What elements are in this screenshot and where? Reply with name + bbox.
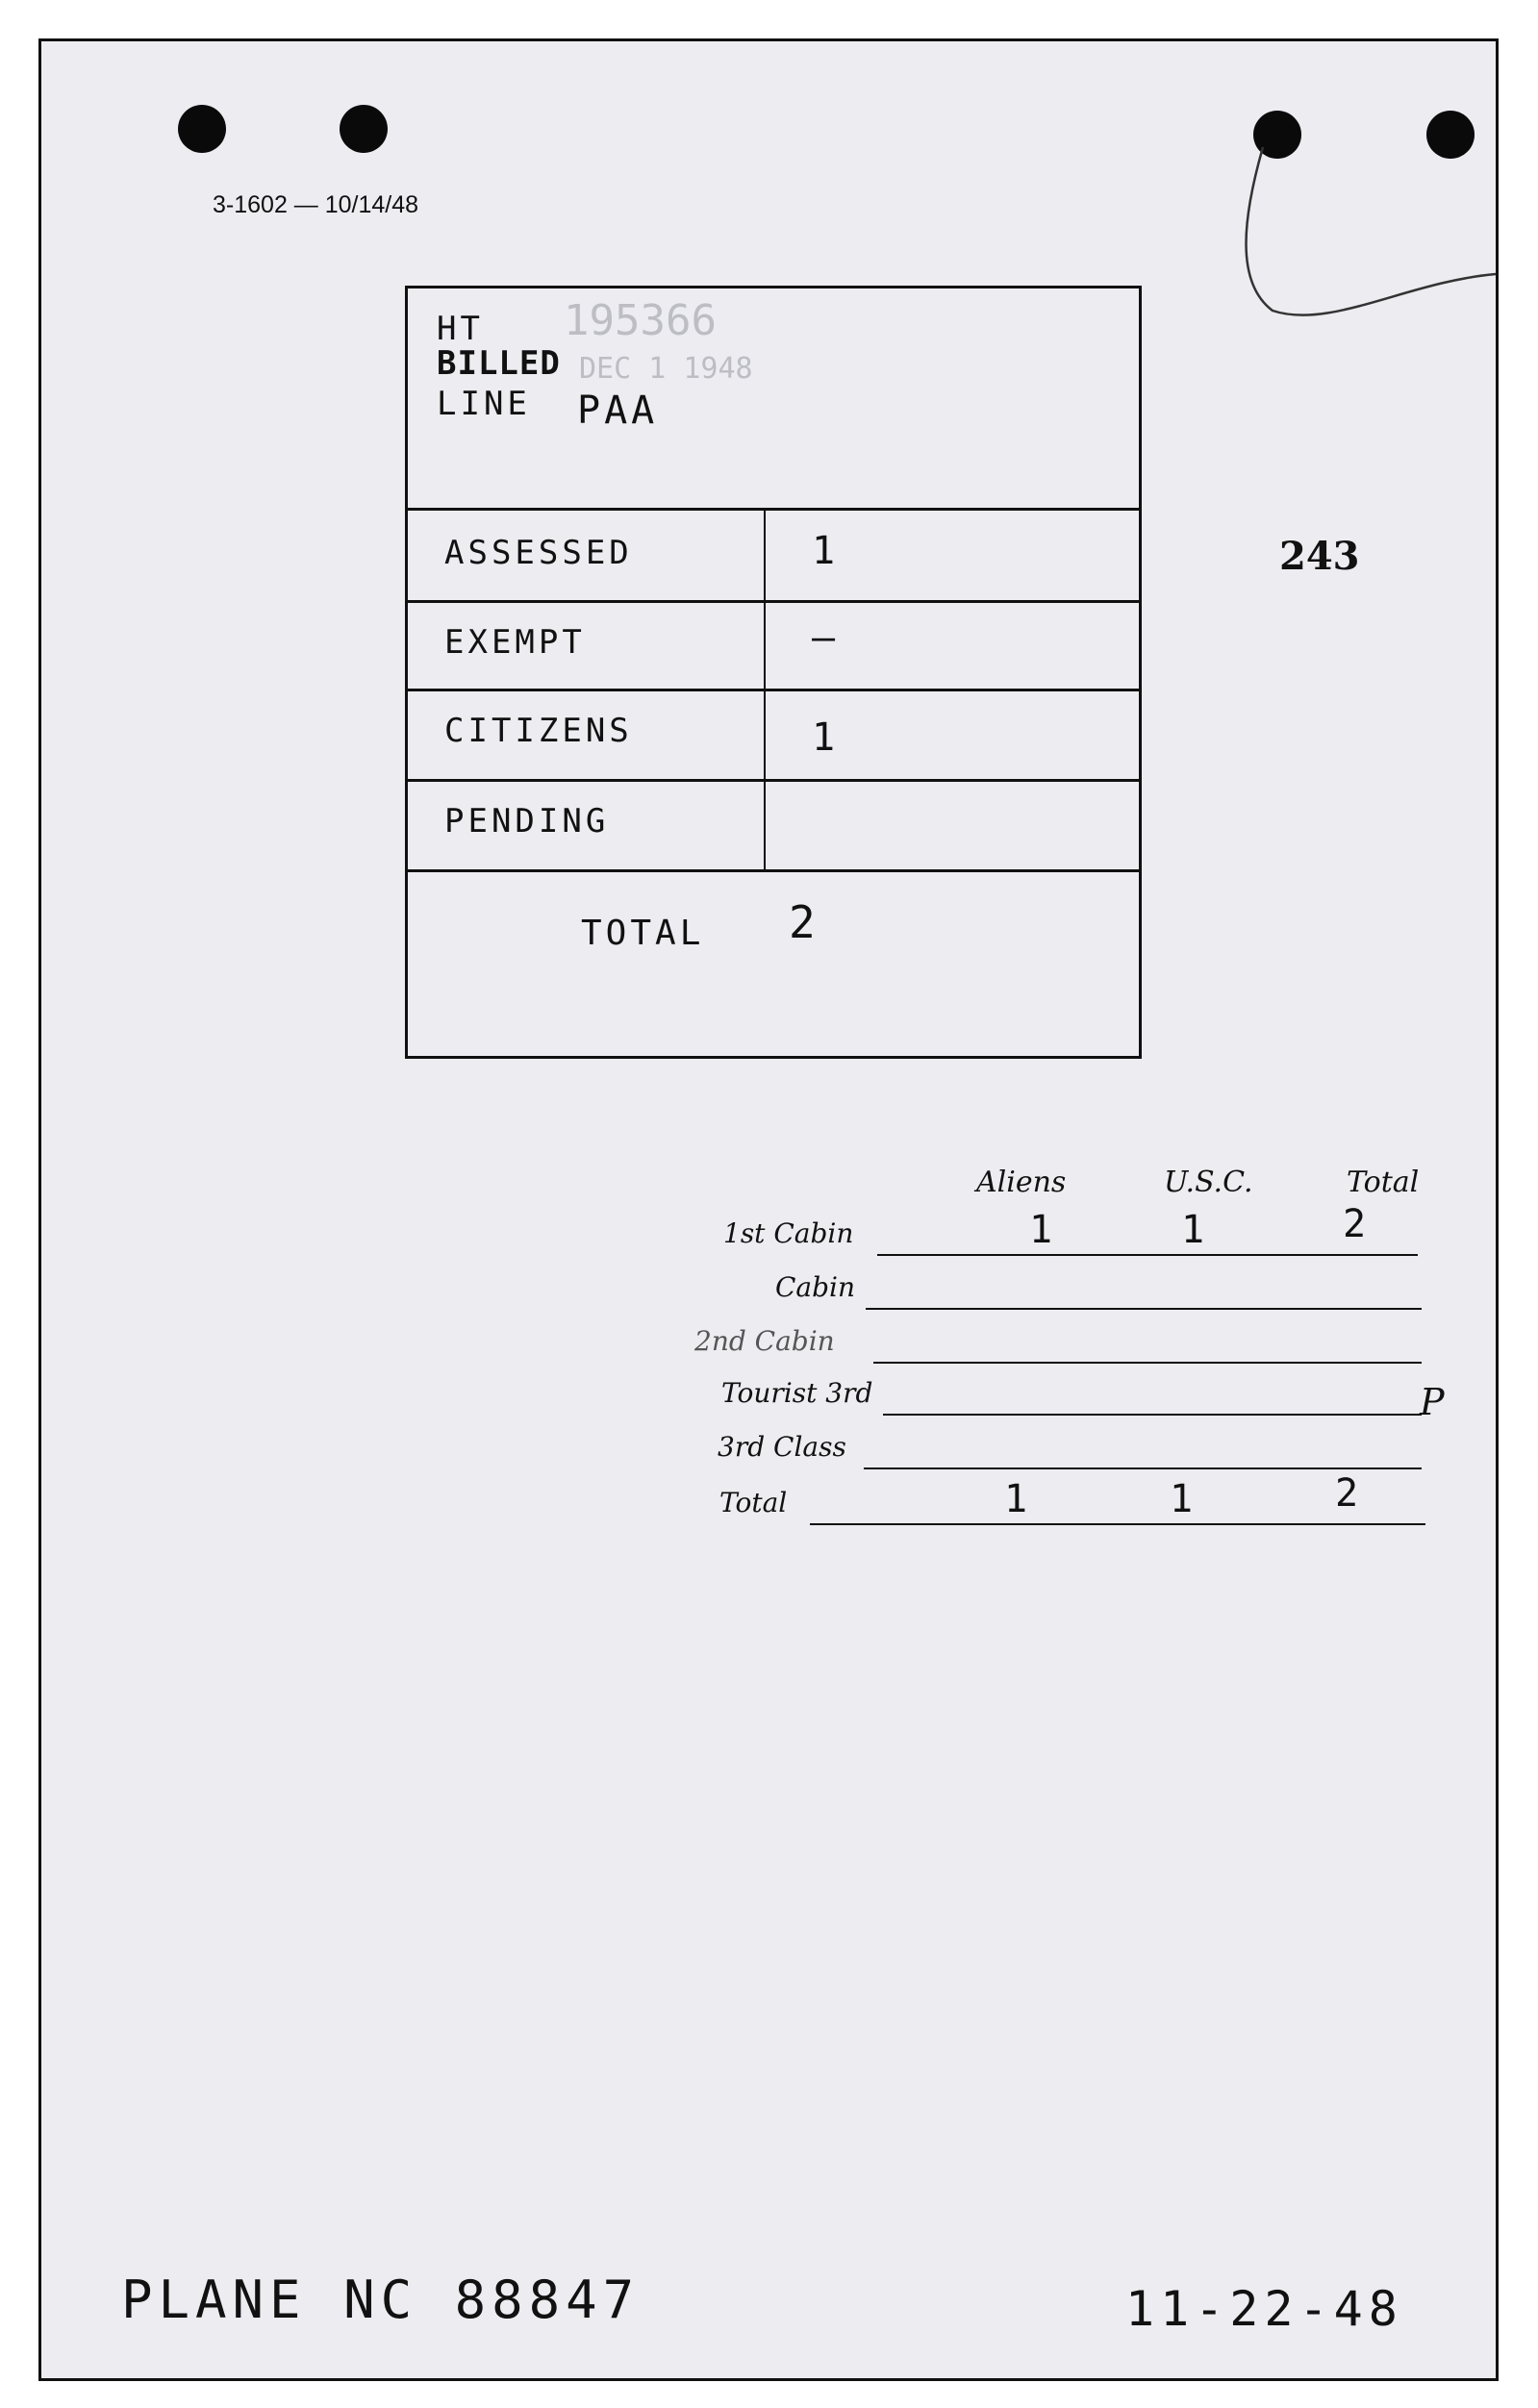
row-label-total: Total (719, 1487, 788, 1518)
total-total: 2 (1335, 1471, 1363, 1516)
footer-date: 11-22-48 (1125, 2281, 1403, 2337)
page-number: 243 (1279, 534, 1360, 579)
column-header-total: Total (1347, 1166, 1420, 1199)
exempt-label: EXEMPT (444, 623, 586, 662)
row-line (864, 1467, 1422, 1469)
total-aliens: 1 (1004, 1477, 1032, 1521)
row-line (877, 1254, 1418, 1256)
row-label-cabin: Cabin (775, 1271, 856, 1303)
divider (408, 779, 1139, 782)
line-label: LINE (437, 385, 531, 423)
divider (408, 689, 1139, 691)
divider (408, 600, 1139, 603)
ht-number-stamp: 195366 (564, 296, 717, 345)
punch-hole-1 (178, 105, 226, 153)
plane-number: PLANE NC 88847 (121, 2270, 641, 2330)
column-header-usc: U.S.C. (1164, 1166, 1253, 1199)
row-line (810, 1523, 1425, 1525)
assessed-value: 1 (812, 529, 840, 573)
margin-mark: P (1420, 1381, 1445, 1423)
line-value: PAA (577, 389, 659, 433)
head-tax-form (405, 286, 1142, 1059)
exempt-value: — (812, 615, 840, 660)
row-line (866, 1308, 1422, 1310)
row-label-3rd-class: 3rd Class (718, 1431, 846, 1463)
punch-hole-2 (340, 105, 388, 153)
1st-cabin-aliens: 1 (1029, 1208, 1057, 1252)
1st-cabin-usc: 1 (1181, 1208, 1209, 1252)
citizens-value: 1 (812, 715, 840, 760)
billed-label: BILLED (437, 344, 561, 383)
divider (408, 869, 1139, 872)
pencil-curve-mark (1215, 138, 1503, 320)
1st-cabin-total: 2 (1343, 1202, 1371, 1246)
citizens-label: CITIZENS (444, 712, 633, 750)
total-label: TOTAL (581, 914, 705, 953)
row-label-1st-cabin: 1st Cabin (723, 1217, 854, 1249)
row-line (883, 1414, 1422, 1416)
total-usc: 1 (1170, 1477, 1198, 1521)
total-value: 2 (789, 896, 819, 948)
assessed-label: ASSESSED (444, 534, 633, 572)
row-label-2nd-cabin: 2nd Cabin (694, 1325, 835, 1357)
row-label-tourist-3rd: Tourist 3rd (721, 1377, 873, 1409)
reference-number: 3-1602 — 10/14/48 (213, 191, 419, 218)
column-divider (764, 511, 766, 872)
divider (408, 508, 1139, 511)
ht-label: HT (437, 310, 484, 348)
column-header-aliens: Aliens (976, 1166, 1067, 1199)
pending-label: PENDING (444, 802, 610, 840)
row-line (873, 1362, 1422, 1364)
billed-date-stamp: DEC 1 1948 (579, 352, 753, 386)
